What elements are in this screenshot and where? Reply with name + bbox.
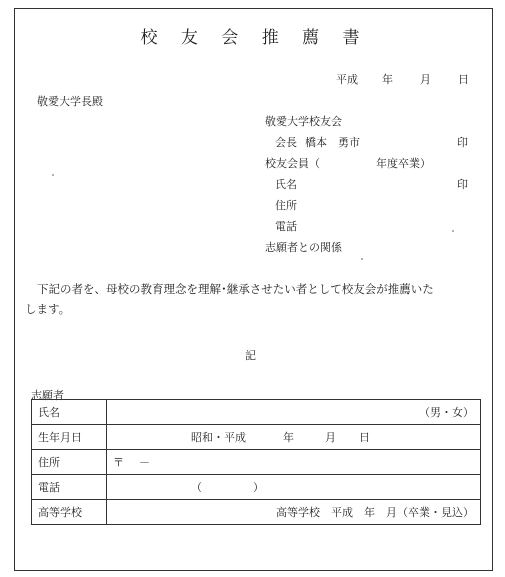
relation-label: 志願者との関係 <box>265 241 342 254</box>
member-address-label: 住所 <box>275 199 297 212</box>
birth-month: 月 <box>325 431 336 444</box>
table-row-birthdate <box>32 425 481 450</box>
form-title: 校 友 会 推 薦 書 <box>140 28 369 48</box>
highschool-cell: 高等学校 平成 年 月（卒業・見込） <box>107 500 481 525</box>
seal-mark-member: 印 <box>457 178 468 191</box>
birth-day: 日 <box>359 431 370 444</box>
graduation-label: 年度卒業） <box>376 157 431 170</box>
ki-heading: 記 <box>245 349 256 362</box>
phone-cell <box>107 475 481 500</box>
birth-era: 昭和・平成 <box>191 431 246 444</box>
speck <box>361 258 363 260</box>
date-month: 月 <box>420 73 431 86</box>
body-line-2: します。 <box>25 302 71 316</box>
birth-year: 年 <box>283 431 294 444</box>
president-title: 会長 <box>275 136 297 149</box>
row-label-address: 住所 <box>32 450 107 475</box>
row-label-highschool: 高等学校 <box>32 500 107 525</box>
phone-open-paren: （ <box>191 481 202 494</box>
row-label-birthdate: 生年月日 <box>32 425 107 450</box>
member-label: 校友会員（ <box>265 157 320 170</box>
member-phone-label: 電話 <box>275 220 297 233</box>
speck <box>452 230 454 232</box>
applicant-heading: 志願者 <box>31 389 64 402</box>
applicant-table <box>31 399 481 525</box>
addressee: 敬愛大学長殿 <box>37 95 103 108</box>
date-day: 日 <box>458 73 469 86</box>
phone-close-paren: ） <box>253 481 264 494</box>
row-label-name: 氏名 <box>32 400 107 425</box>
table-row-name <box>32 400 481 425</box>
member-name-label: 氏名 <box>275 178 297 191</box>
postal-mark: 〒 <box>113 456 124 469</box>
speck <box>52 174 54 176</box>
sex-choice: （男・女） <box>107 400 481 425</box>
table-row-address <box>32 450 481 475</box>
date-year: 年 <box>382 73 393 86</box>
birthdate-cell <box>107 425 481 450</box>
body-line-1: 下記の者を、母校の教育理念を理解･継承させたい者として校友会が推薦いた <box>37 282 434 296</box>
address-cell <box>107 450 481 475</box>
date-era: 平成 <box>336 73 358 86</box>
issuer-org: 敬愛大学校友会 <box>265 115 342 128</box>
table-row-highschool <box>32 500 481 525</box>
postal-dash: － <box>139 456 150 469</box>
row-label-phone: 電話 <box>32 475 107 500</box>
recommendation-form-sheet <box>14 8 493 571</box>
seal-mark-president: 印 <box>457 136 468 149</box>
president-name: 橋本 勇市 <box>305 136 360 149</box>
table-row-phone <box>32 475 481 500</box>
